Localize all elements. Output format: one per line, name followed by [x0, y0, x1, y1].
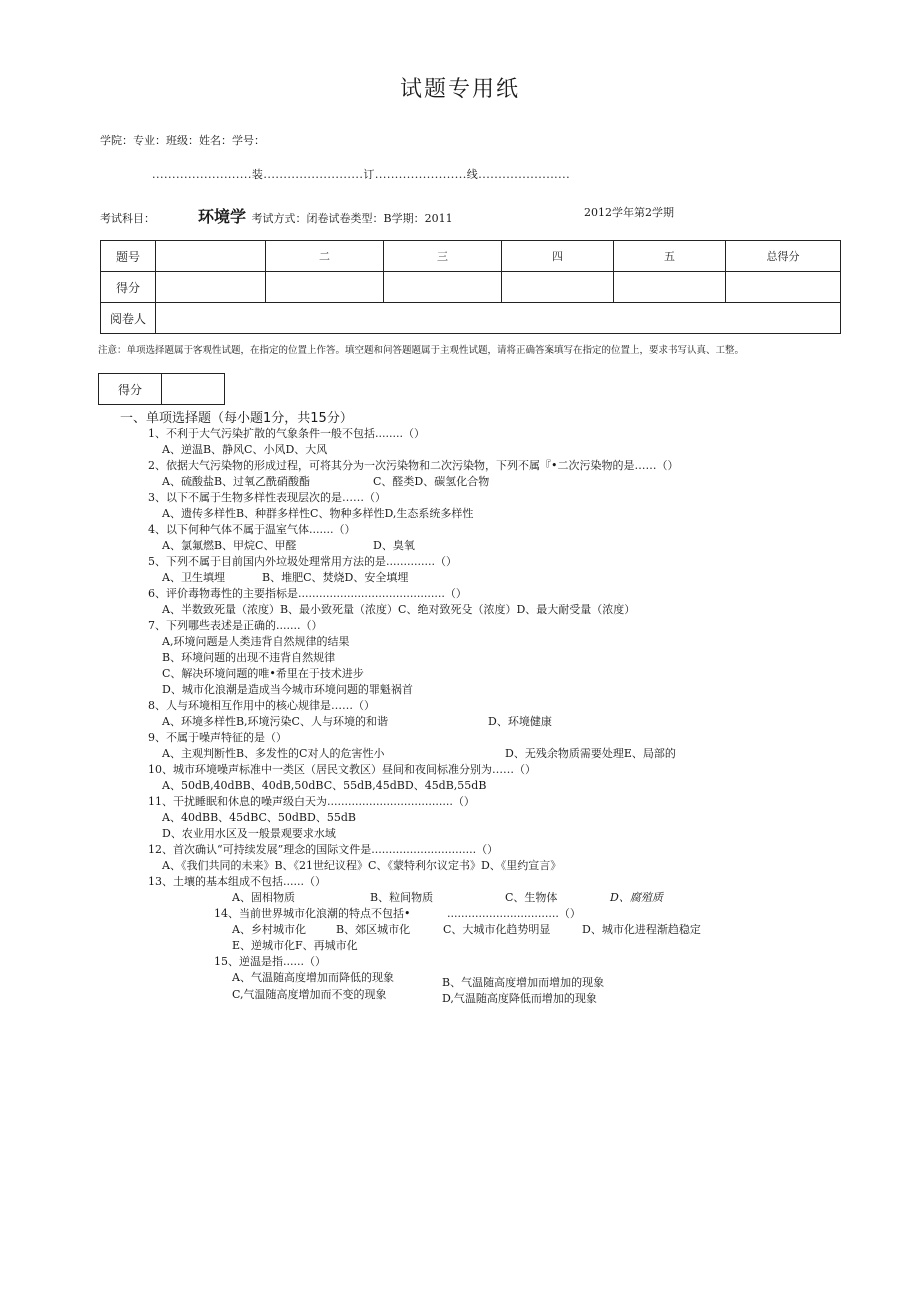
score-cell[interactable] — [156, 272, 266, 303]
option-line: C、生物体 — [505, 891, 558, 904]
question-15: 15、逆温是指......（） — [214, 955, 326, 968]
option-line: A、卫生填埋 — [162, 571, 225, 584]
question-5: 5、下列不属于目前国内外垃圾处理常用方法的是..............（） — [148, 555, 457, 568]
column-5: 五 — [614, 241, 726, 272]
question-6: 6、评价毒物毒性的主要指标是..........................................（） — [148, 587, 467, 600]
score-label: 得分 — [101, 272, 156, 303]
column-3: 三 — [384, 241, 502, 272]
option-line: D、农业用水区及一般景观要求水域 — [162, 827, 336, 840]
question-12: 12、首次确认“可持续发展”理念的国际文件是..............................（） — [148, 843, 499, 856]
option-line: A、固相物质 — [232, 891, 295, 904]
column-1 — [156, 241, 266, 272]
option-line: D,气温随高度降低而增加的现象 — [442, 992, 597, 1005]
question-11: 11、干扰睡眠和休息的噪声级白天为....................................（） — [148, 795, 475, 808]
option-line: A、半数致死量（浓度）B、最小致死量（浓度）C、绝对致死殳（浓度）D、最大耐受量（浓度） — [162, 603, 636, 616]
option-line: C、大城市化趋势明显 — [443, 923, 551, 936]
grader-row — [101, 303, 841, 334]
option-line: D、腐殖质 — [610, 891, 663, 904]
question-3: 3、以下不属于生物多样性表现层次的是……（） — [148, 491, 386, 504]
question-14: 14、当前世界城市化浪潮的特点不包括• — [214, 907, 411, 920]
option-line: A、遗传多样性B、种群多样性C、物种多样性D,生态系统多样性 — [162, 507, 474, 520]
column-2: 二 — [266, 241, 384, 272]
option-line: D、无残余物质需要处理E、局部的 — [505, 747, 676, 760]
option-line: A、逆温B、静风C、小风D、大风 — [162, 443, 328, 456]
option-line: A,环境问题是人类违背自然规律的结果 — [162, 635, 350, 648]
section-title: 一、单项选择题（每小题1分，共15分） — [120, 411, 353, 426]
exam-year-end: 2012学年第2学期 — [584, 206, 674, 219]
option-line: D、城市化浪潮是造成当今城市环境问题的罪魁祸首 — [162, 683, 413, 696]
score-cell[interactable] — [266, 272, 384, 303]
option-line: A、氯氟燃B、甲烷C、甲醛 — [162, 539, 297, 552]
option-line: D、环境健康 — [488, 715, 552, 728]
score-table — [100, 240, 841, 334]
column-total: 总得分 — [726, 241, 841, 272]
exam-details: 考试方式：闭卷试卷类型：B学期：2011 — [251, 212, 453, 225]
question-14-blank: ................................（） — [447, 907, 581, 920]
option-line: C、解决环境问题的唯•希里在于技术进步 — [162, 667, 364, 680]
exam-info-row — [100, 204, 453, 227]
option-line: C、醛类D、碳氢化合物 — [373, 475, 490, 488]
score-cell[interactable] — [614, 272, 726, 303]
question-4: 4、以下何种气体不属于温室气体.......（） — [148, 523, 356, 536]
option-line: B、环境问题的出现不违背自然规律 — [162, 651, 336, 664]
option-line: A、乡村城市化 — [232, 923, 306, 936]
column-4: 四 — [502, 241, 614, 272]
binding-line: .........................装.........................订.......................线....................... — [152, 168, 571, 181]
question-1: 1、不利于大气污染扩散的气象条件一般不包括........（） — [148, 427, 425, 440]
question-number-label: 题号 — [101, 241, 156, 272]
question-7: 7、下列哪些表述是正确的.......（） — [148, 619, 323, 632]
option-line: A、50dB,40dBB、40dB,50dBC、55dB,45dBD、45dB,55dB — [162, 779, 487, 792]
option-line: A、硫酸盐B、过氧乙酰硝酸酯 — [162, 475, 311, 488]
exam-subject-prefix: 考试科目： — [100, 212, 155, 225]
option-line: B、粒间物质 — [370, 891, 434, 904]
section-score-label: 得分 — [99, 374, 162, 405]
score-cell[interactable] — [384, 272, 502, 303]
question-8: 8、人与环境相互作用中的核心规律是……（） — [148, 699, 375, 712]
instructions-note: 注意：单项选择题属于客观性试题，在指定的位置上作答。填空题和问答题题属于主观性试题，请将正确答案填写在指定的位置上，要求书写认真、工整。 — [98, 345, 745, 356]
question-10: 10、城市环境噪声标准中一类区（居民文教区）昼间和夜间标准分别为……（） — [148, 763, 536, 776]
score-cell[interactable] — [502, 272, 614, 303]
score-row — [101, 272, 841, 303]
question-9: 9、不属于噪声特征的是（） — [148, 731, 287, 744]
option-line: D、臭氧 — [373, 539, 415, 552]
section-score-box — [98, 373, 225, 405]
option-line: D、城市化进程渐趋稳定 — [582, 923, 701, 936]
grader-cell[interactable] — [156, 303, 841, 334]
exam-subject: 环境学 — [198, 207, 247, 226]
page-title: 试题专用纸 — [399, 77, 520, 102]
option-line: A、气温随高度增加而降低的现象 — [232, 971, 394, 984]
option-line: A、《我们共同的未来》B、《21世纪议程》C、《蒙特利尔议定书》D、《里约宣言》 — [162, 859, 562, 872]
option-line: B、气温随高度增加而增加的现象 — [442, 976, 605, 989]
option-line: E、逆城市化F、再城市化 — [232, 939, 358, 952]
option-line: C,气温随高度增加而不变的现象 — [232, 988, 387, 1001]
question-2: 2、依据大气污染物的形成过程，可将其分为一次污染物和二次污染物，下列不属『•二次污染物的是……（） — [148, 459, 679, 472]
option-line: B、郊区城市化 — [336, 923, 411, 936]
option-line: A、环境多样性B,环境污染C、人与环境的和谐 — [162, 715, 388, 728]
section-score-cell[interactable] — [162, 374, 225, 405]
grader-label: 阅卷人 — [101, 303, 156, 334]
score-cell[interactable] — [726, 272, 841, 303]
score-table-header-row — [101, 241, 841, 272]
question-13: 13、土壤的基本组成不包括......（） — [148, 875, 326, 888]
student-info-line: 学院：专业：班级：姓名：学号： — [100, 134, 265, 147]
option-line: A、40dBB、45dBC、50dBD、55dB — [162, 811, 356, 824]
option-line: B、堆肥C、焚烧D、安全填埋 — [262, 571, 409, 584]
option-line: A、主观判断性B、多发性的C对人的危害性小 — [162, 747, 385, 760]
